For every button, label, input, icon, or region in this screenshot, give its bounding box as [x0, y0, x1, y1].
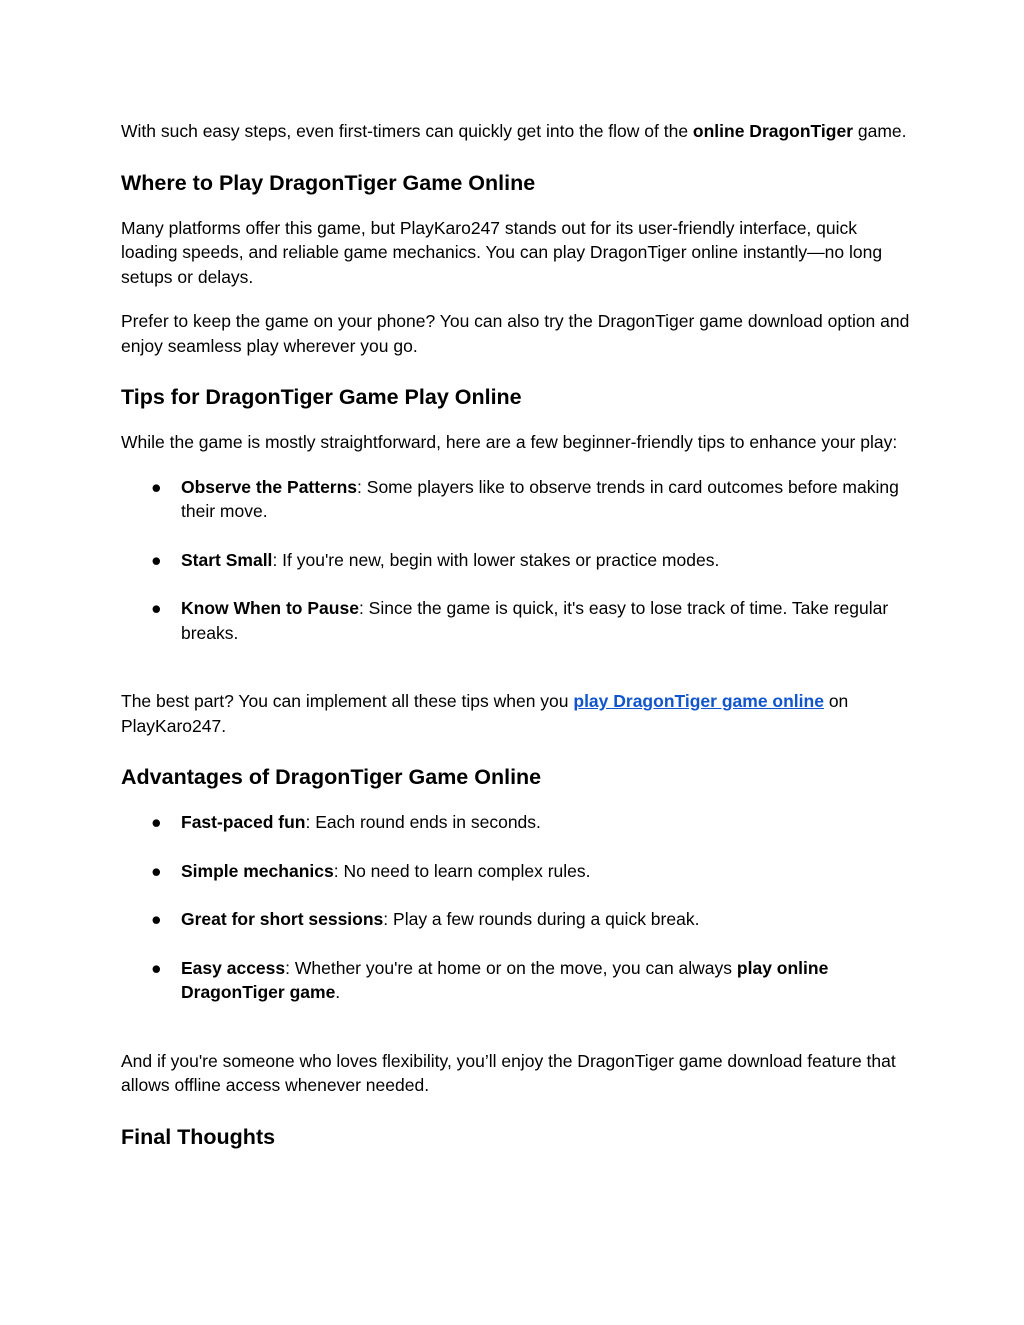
heading-final-thoughts: Final Thoughts: [121, 1124, 276, 1149]
list-item-title: Great for short sessions: [181, 909, 384, 929]
advantages-list: [121, 810, 911, 1005]
list-item-text: : If you're new, begin with lower stakes or practice modes.: [272, 549, 720, 570]
tips-list: [121, 475, 911, 646]
list-item-title: Start Small: [181, 549, 273, 570]
heading-tips: Tips for DragonTiger Game Play Online: [121, 385, 522, 409]
list-item-title: Simple mechanics: [181, 860, 334, 881]
list-item-text: : Play a few rounds during a quick break.: [383, 909, 700, 929]
heading-where-to-play: Where to Play DragonTiger Game Online: [121, 170, 536, 195]
list-item-title: Know When to Pause: [181, 598, 359, 618]
tips-closing-paragraph: [121, 689, 911, 738]
tips-closing-text-end: on PlayKaro247.: [121, 691, 849, 736]
intro-paragraph: [121, 119, 911, 144]
tips-closing-text: The best part? You can implement all these tips when you: [121, 691, 574, 711]
bullet-icon: ●: [151, 957, 162, 978]
bullet-icon: ●: [151, 812, 162, 832]
list-item-text: : Some players like to observe trends in card outcomes before making their move.: [181, 476, 899, 521]
bullet-icon: ●: [151, 860, 162, 881]
bullet-icon: ●: [151, 476, 162, 497]
list-item-title: Easy access: [181, 957, 286, 978]
list-item: [121, 596, 911, 645]
list-item-text: : No need to learn complex rules.: [333, 860, 591, 881]
bullet-icon: ●: [151, 909, 162, 929]
play-dragontiger-link[interactable]: play DragonTiger game online: [573, 691, 824, 711]
where-paragraph-2: Prefer to keep the game on your phone? You can also try the DragonTiger game download option and enjoy seamless play wherever you go.: [121, 311, 910, 356]
where-paragraph-1: Many platforms offer this game, but PlayKaro247 stands out for its user-friendly interface, quick loading speeds, and reliable game mechanics. You can play DragonTiger online instantly—no long setups or delays.: [121, 217, 883, 287]
document-page: [121, 119, 911, 1151]
list-item-text: : Since the game is quick, it's easy to lose track of time. Take regular breaks.: [181, 598, 889, 643]
bullet-icon: ●: [151, 598, 162, 618]
advantages-closing-paragraph: And if you're someone who loves flexibility, you’ll enjoy the DragonTiger game download feature that allows offline access whenever needed.: [121, 1050, 896, 1095]
intro-text: With such easy steps, even first-timers can quickly get into the flow of the: [121, 121, 693, 141]
tips-intro-paragraph: While the game is mostly straightforward, here are a few beginner-friendly tips to enhance your play:: [121, 432, 898, 452]
list-item-text: : Whether you're at home or on the move, you can always: [285, 957, 737, 978]
list-item-bold-text: play online DragonTiger game: [181, 957, 829, 1002]
list-item: [121, 475, 911, 524]
list-item: [121, 907, 911, 932]
intro-text-end: game.: [853, 121, 907, 141]
intro-bold-text: online DragonTiger: [692, 121, 854, 141]
list-item-text-end: .: [335, 982, 341, 1002]
list-item-text: : Each round ends in seconds.: [305, 812, 541, 832]
list-item: [121, 548, 911, 573]
list-item: [121, 859, 911, 884]
list-item-title: Fast-paced fun: [181, 812, 306, 832]
list-item: [121, 810, 911, 835]
bullet-icon: ●: [151, 549, 162, 570]
list-item: [121, 956, 911, 1005]
list-item-title: Observe the Patterns: [181, 476, 358, 497]
heading-advantages: Advantages of DragonTiger Game Online: [121, 765, 542, 789]
